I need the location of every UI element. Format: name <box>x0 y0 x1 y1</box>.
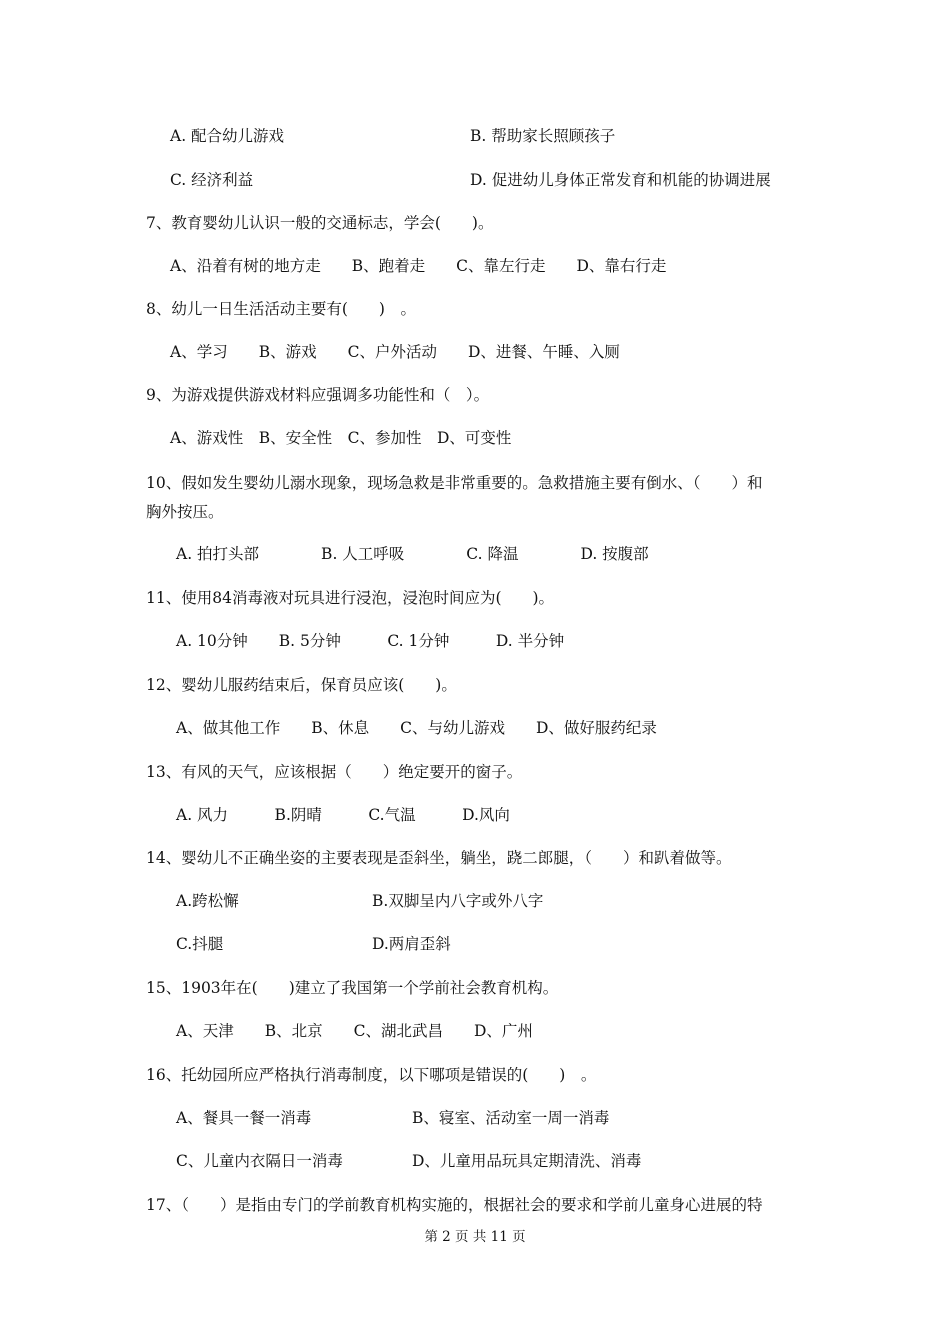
option-16b: B、寝室、活动室一周一消毒 <box>412 1109 610 1127</box>
option-14a: A.跨松懈 <box>176 892 239 910</box>
options-9: A、游戏性 B、安全性 C、参加性 D、可变性 <box>170 429 512 447</box>
page-footer: 第 2 页 共 11 页 <box>424 1229 526 1245</box>
question-8: 8、幼儿一日生活活动主要有( ) 。 <box>146 300 416 318</box>
options-13: A. 风力 B.阴晴 C.气温 D.风向 <box>176 806 510 824</box>
options-12: A、做其他工作 B、休息 C、与幼儿游戏 D、做好服药纪录 <box>176 719 657 737</box>
question-16: 16、托幼园所应严格执行消毒制度，以下哪项是错误的( ) 。 <box>146 1066 597 1084</box>
option-16d: D、儿童用品玩具定期清洗、消毒 <box>412 1152 642 1170</box>
question-15: 15、1903年在( )建立了我国第一个学前社会教育机构。 <box>146 979 559 997</box>
question-10: 10、假如发生婴幼儿溺水现象，现场急救是非常重要的。急救措施主要有倒水、（ ）和 <box>146 474 763 492</box>
option-14c: C.抖腿 <box>176 935 224 953</box>
question-11: 11、使用84消毒液对玩具进行浸泡，浸泡时间应为( )。 <box>146 589 555 607</box>
question-12: 12、婴幼儿服药结束后，保育员应该( )。 <box>146 676 457 694</box>
option-16c: C、儿童内衣隔日一消毒 <box>176 1152 343 1170</box>
option-14b: B.双脚呈内八字或外八字 <box>372 892 544 910</box>
options-15: A、天津 B、北京 C、湖北武昌 D、广州 <box>176 1022 533 1040</box>
question-10-cont: 胸外按压。 <box>146 503 224 521</box>
option-6c: C. 经济利益 <box>170 171 254 189</box>
option-6b: B. 帮助家长照顾孩子 <box>470 127 616 145</box>
options-11: A. 10分钟 B. 5分钟 C. 1分钟 D. 半分钟 <box>176 632 565 650</box>
question-14: 14、婴幼儿不正确坐姿的主要表现是歪斜坐，躺坐，跷二郎腿，（ ）和趴着做等。 <box>146 849 732 867</box>
option-16a: A、餐具一餐一消毒 <box>176 1109 312 1127</box>
question-7: 7、教育婴幼儿认识一般的交通标志，学会( )。 <box>146 214 494 232</box>
question-9: 9、为游戏提供游戏材料应强调多功能性和（ ）。 <box>146 386 490 404</box>
option-6d: D. 促进幼儿身体正常发育和机能的协调进展 <box>470 171 771 189</box>
option-6a: A. 配合幼儿游戏 <box>170 127 285 145</box>
options-8: A、学习 B、游戏 C、户外活动 D、进餐、午睡、入厕 <box>170 343 620 361</box>
options-10: A. 拍打头部 B. 人工呼吸 C. 降温 D. 按腹部 <box>176 545 649 563</box>
question-17: 17、（ ）是指由专门的学前教育机构实施的，根据社会的要求和学前儿童身心进展的特 <box>146 1196 763 1214</box>
options-7: A、沿着有树的地方走 B、跑着走 C、靠左行走 D、靠右行走 <box>170 257 667 275</box>
option-14d: D.两肩歪斜 <box>372 935 451 953</box>
question-13: 13、有风的天气，应该根据（ ）绝定要开的窗子。 <box>146 763 523 781</box>
